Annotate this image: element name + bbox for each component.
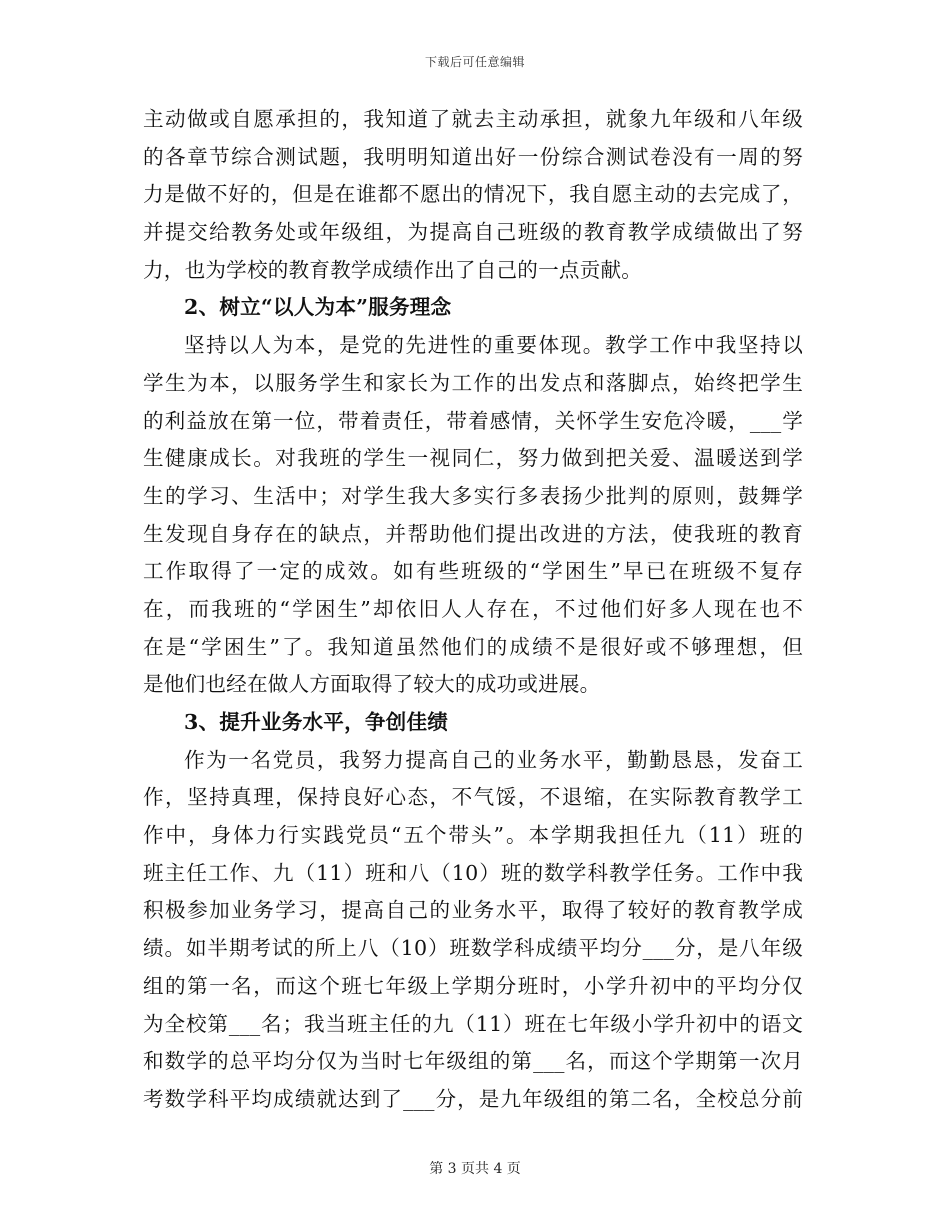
text-line: 工作取得了一定的成效。如有些班级的“学困生”早已在班级不复存 [143, 559, 803, 584]
text-line: 学生为本，以服务学生和家长为工作的出发点和落脚点，始终把学生 [143, 370, 803, 395]
text-line: 在是“学困生”了。我知道虽然他们的成绩不是很好或不够理想，但 [143, 634, 803, 659]
text-line: 作中，身体力行实践党员“五个带头”。本学期我担任九（11）班的 [143, 823, 803, 848]
text-line: 生健康成长。对我班的学生一视同仁，努力做到把关爱、温暖送到学 [143, 446, 803, 471]
text-line: 考数学科平均成绩就达到了___分，是九年级组的第二名，全校总分前 [143, 1086, 803, 1111]
text-line: 的各章节综合测试题，我明明知道出好一份综合测试卷没有一周的努 [143, 144, 803, 169]
text-line: 的利益放在第一位，带着责任，带着感情，关怀学生安危冷暖，___学 [143, 408, 803, 433]
text-line: 在，而我班的“学困生”却依旧人人存在，不过他们好多人现在也不 [143, 596, 803, 621]
text-line: 和数学的总平均分仅为当时七年级组的第___名，而这个学期第一次月 [143, 1049, 803, 1074]
text-line: 班主任工作、九（11）班和八（10）班的数学科教学任务。工作中我 [143, 860, 803, 885]
page-number: 第 3 页共 4 页 [429, 1161, 521, 1177]
text-line: 生的学习、生活中；对学生我大多实行多表扬少批判的原则，鼓舞学 [143, 483, 803, 508]
section-heading: 2、树立“以人为本”服务理念 [184, 295, 452, 320]
text-line: 作为一名党员，我努力提高自己的业务水平，勤勤恳恳，发奋工 [184, 747, 803, 772]
text-line: 绩。如半期考试的所上八（10）班数学科成绩平均分___分，是八年级 [143, 936, 803, 961]
text-line: 积极参加业务学习，提高自己的业务水平，取得了较好的教育教学成 [143, 898, 803, 923]
text-line: 为全校第___名；我当班主任的九（11）班在七年级小学升初中的语文 [143, 1011, 803, 1036]
text-line: 坚持以人为本，是党的先进性的重要体现。教学工作中我坚持以 [184, 333, 803, 358]
text-line: 是他们也经在做人方面取得了较大的成功或进展。 [143, 672, 601, 697]
text-line: 作，坚持真理，保持良好心态，不气馁，不退缩，在实际教育教学工 [143, 785, 803, 810]
section-heading: 3、提升业务水平，争创佳绩 [184, 710, 449, 734]
text-line: 力是做不好的，但是在谁都不愿出的情况下，我自愿主动的去完成了， [143, 182, 803, 207]
text-line: 生发现自身存在的缺点，并帮助他们提出改进的方法，使我班的教育 [143, 521, 803, 546]
page-header: 下载后可任意编辑 [424, 55, 525, 69]
text-line: 并提交给教务处或年级组，为提高自己班级的教育教学成绩做出了努 [143, 220, 803, 245]
text-line: 主动做或自愿承担的，我知道了就去主动承担，就象九年级和八年级 [143, 107, 803, 131]
document-body [143, 101, 803, 1119]
text-line: 组的第一名，而这个班七年级上学期分班时，小学升初中的平均分仅 [143, 973, 803, 998]
text-line: 力，也为学校的教育教学成绩作出了自己的一点贡献。 [143, 257, 643, 282]
